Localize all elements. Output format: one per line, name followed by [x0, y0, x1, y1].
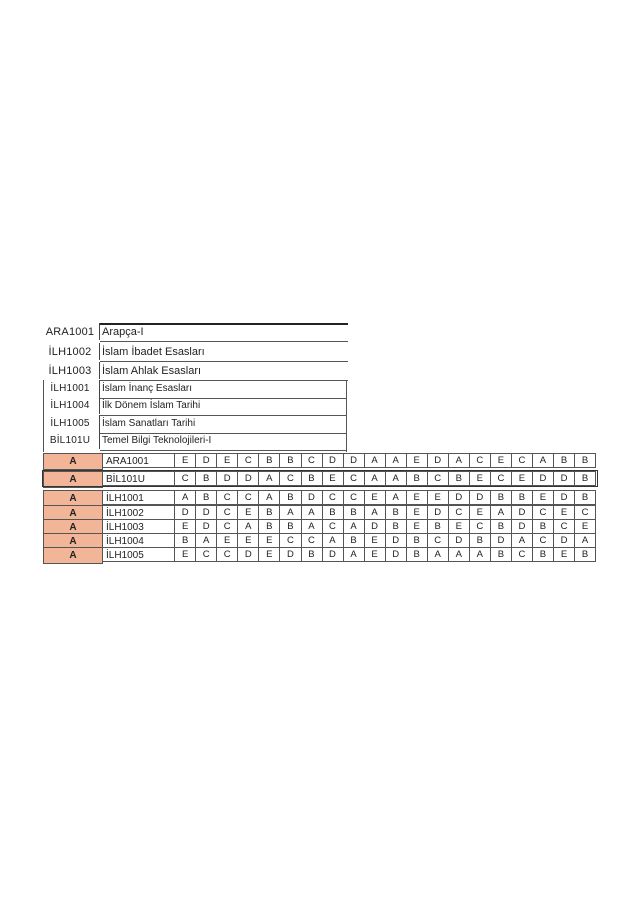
answer-key-row — [42, 471, 596, 487]
answer-cell: B — [575, 471, 596, 486]
course-name: İslam İnanç Esasları — [102, 383, 193, 394]
answer-cell: A — [449, 547, 470, 562]
answer-key-course-code: BİL101U — [103, 471, 175, 486]
row-rule — [100, 450, 346, 451]
answer-cell: C — [238, 490, 259, 505]
answer-cell: B — [259, 519, 280, 534]
column-divider — [99, 397, 100, 414]
row-rule — [100, 341, 348, 342]
answer-cell: D — [280, 547, 301, 562]
answer-cell: D — [533, 471, 554, 486]
answer-cell: C — [280, 471, 301, 486]
answer-cell: D — [449, 533, 470, 548]
answer-cell: C — [449, 505, 470, 520]
course-code: İLH1002 — [48, 345, 92, 358]
column-divider — [99, 362, 100, 379]
answer-cell: D — [196, 519, 217, 534]
row-rule — [100, 323, 348, 325]
answer-cell: A — [386, 453, 407, 468]
answer-cell: B — [301, 547, 322, 562]
answer-cell: D — [554, 490, 575, 505]
answer-cell: D — [343, 453, 364, 468]
answer-key-course-code: İLH1005 — [103, 547, 175, 562]
booklet-group-label: A — [43, 547, 103, 564]
answer-cell: C — [575, 505, 596, 520]
answer-cell: B — [259, 453, 280, 468]
answer-cell: B — [575, 453, 596, 468]
course-row — [42, 415, 346, 432]
course-name: Temel Bilgi Teknolojileri-I — [102, 435, 212, 446]
answer-cell: B — [512, 490, 533, 505]
course-block-border — [346, 380, 347, 452]
booklet-group-label: A — [43, 490, 103, 507]
column-divider — [99, 323, 100, 340]
answer-cell: E — [322, 471, 343, 486]
answer-cell: E — [554, 505, 575, 520]
course-row — [42, 432, 346, 449]
answer-cell: E — [259, 547, 280, 562]
course-row — [42, 343, 348, 360]
answer-cell: C — [491, 471, 512, 486]
answer-cell: C — [533, 533, 554, 548]
answer-cell: C — [217, 519, 238, 534]
answer-cell: D — [386, 533, 407, 548]
booklet-group-label: A — [43, 505, 103, 522]
course-code: ARA1001 — [45, 325, 95, 338]
answer-cell: D — [512, 519, 533, 534]
answer-cell: C — [428, 533, 449, 548]
answer-cell: C — [343, 490, 364, 505]
answer-cell: E — [575, 519, 596, 534]
booklet-group-label: A — [43, 519, 103, 536]
course-name: İlk Dönem İslam Tarihi — [102, 400, 201, 411]
answer-key-course-code: İLH1001 — [103, 490, 175, 505]
answer-cell: E — [175, 547, 196, 562]
answer-cell: D — [322, 453, 343, 468]
answer-cell: B — [407, 533, 428, 548]
answer-cell: D — [449, 490, 470, 505]
answer-cell: C — [175, 471, 196, 486]
answer-cell: B — [491, 490, 512, 505]
answer-cell: D — [196, 505, 217, 520]
answer-cell: D — [238, 547, 259, 562]
answer-cell: C — [322, 519, 343, 534]
answer-cell: E — [175, 453, 196, 468]
booklet-group-label: A — [43, 533, 103, 550]
answer-cell: D — [238, 471, 259, 486]
answer-key-course-code: İLH1003 — [103, 519, 175, 534]
answer-cell: D — [364, 519, 385, 534]
answer-cell: E — [364, 490, 385, 505]
answer-cell: D — [554, 533, 575, 548]
answer-cell: C — [301, 533, 322, 548]
answer-cell: C — [217, 505, 238, 520]
answer-cell: D — [322, 547, 343, 562]
answer-cell: E — [364, 533, 385, 548]
answer-cell: E — [491, 453, 512, 468]
answer-cell: D — [196, 453, 217, 468]
answer-cell: E — [554, 547, 575, 562]
answer-cell: C — [217, 490, 238, 505]
answer-cell: D — [491, 533, 512, 548]
answer-cell: E — [217, 533, 238, 548]
answer-cell: B — [386, 505, 407, 520]
answer-cell: B — [175, 533, 196, 548]
course-row — [42, 323, 348, 340]
answer-cell: D — [301, 490, 322, 505]
answer-cell: C — [280, 533, 301, 548]
answer-cell: A — [491, 505, 512, 520]
answer-cell: B — [407, 471, 428, 486]
answer-key-course-code: ARA1001 — [103, 453, 175, 468]
answer-cell: C — [322, 490, 343, 505]
answer-cell: E — [407, 505, 428, 520]
answer-cell: E — [470, 471, 491, 486]
answer-cell: B — [322, 505, 343, 520]
course-code: İLH1004 — [50, 400, 90, 411]
answer-cell: A — [575, 533, 596, 548]
answer-cell: E — [175, 519, 196, 534]
answer-cell: A — [259, 490, 280, 505]
course-row — [42, 362, 348, 379]
answer-cell: A — [301, 505, 322, 520]
course-row — [42, 380, 346, 397]
answer-cell: A — [386, 490, 407, 505]
course-code: BİL101U — [49, 435, 91, 446]
answer-cell: A — [428, 547, 449, 562]
course-name: Arapça-I — [102, 325, 144, 338]
course-name: İslam Sanatları Tarihi — [102, 418, 196, 429]
answer-cell: A — [343, 547, 364, 562]
answer-cell: A — [343, 519, 364, 534]
course-block-border — [43, 380, 44, 452]
course-code: İLH1001 — [50, 383, 90, 394]
answer-cell: B — [449, 471, 470, 486]
answer-cell: B — [386, 519, 407, 534]
answer-cell: E — [238, 505, 259, 520]
answer-cell: D — [428, 505, 449, 520]
answer-cell: B — [196, 471, 217, 486]
answer-cell: A — [470, 547, 491, 562]
answer-cell: B — [280, 490, 301, 505]
answer-cell: C — [512, 547, 533, 562]
answer-cell: A — [280, 505, 301, 520]
answer-cell: C — [533, 505, 554, 520]
answer-cell: E — [407, 490, 428, 505]
answer-cell: B — [575, 547, 596, 562]
course-code: İLH1005 — [50, 418, 90, 429]
answer-cell: B — [533, 519, 554, 534]
answer-cell: B — [196, 490, 217, 505]
answer-cell: B — [575, 490, 596, 505]
answer-cell: E — [217, 453, 238, 468]
answer-cell: B — [491, 519, 512, 534]
answer-cell: E — [238, 533, 259, 548]
booklet-group-label: A — [43, 453, 103, 470]
answer-cell: A — [196, 533, 217, 548]
answer-key-course-code: İLH1004 — [103, 533, 175, 548]
answer-cell: B — [301, 471, 322, 486]
answer-cell: C — [217, 547, 238, 562]
answer-cell: B — [407, 547, 428, 562]
answer-cell: A — [301, 519, 322, 534]
booklet-group-label: A — [43, 471, 103, 488]
answer-cell: A — [259, 471, 280, 486]
answer-cell: A — [364, 471, 385, 486]
answer-cell: B — [343, 505, 364, 520]
answer-cell: B — [259, 505, 280, 520]
answer-cell: C — [301, 453, 322, 468]
column-divider — [99, 415, 100, 432]
answer-cell: E — [364, 547, 385, 562]
column-divider — [99, 343, 100, 360]
course-code: İLH1003 — [48, 364, 92, 377]
column-divider — [99, 432, 100, 449]
answer-key-course-code: İLH1002 — [103, 505, 175, 520]
answer-cell: C — [196, 547, 217, 562]
answer-cell: D — [512, 505, 533, 520]
answer-cell: A — [533, 453, 554, 468]
answer-cell: A — [512, 533, 533, 548]
answer-cell: B — [491, 547, 512, 562]
answer-cell: A — [322, 533, 343, 548]
answer-cell: A — [386, 471, 407, 486]
answer-cell: E — [407, 519, 428, 534]
answer-cell: B — [554, 453, 575, 468]
answer-key-row — [42, 547, 596, 563]
answer-cell: E — [428, 490, 449, 505]
answer-cell: C — [343, 471, 364, 486]
answer-cell: C — [238, 453, 259, 468]
answer-cell: A — [449, 453, 470, 468]
answer-cell: B — [280, 453, 301, 468]
answer-cell: E — [407, 453, 428, 468]
answer-cell: A — [364, 505, 385, 520]
answer-cell: B — [470, 533, 491, 548]
answer-cell: E — [512, 471, 533, 486]
answer-cell: E — [449, 519, 470, 534]
answer-cell: B — [280, 519, 301, 534]
answer-cell: B — [428, 519, 449, 534]
answer-cell: E — [470, 505, 491, 520]
answer-cell: C — [554, 519, 575, 534]
answer-key-row — [42, 490, 596, 506]
answer-cell: A — [364, 453, 385, 468]
answer-cell: D — [554, 471, 575, 486]
answer-cell: C — [470, 519, 491, 534]
answer-cell: C — [428, 471, 449, 486]
answer-cell: C — [512, 453, 533, 468]
answer-key-row — [42, 453, 596, 469]
answer-cell: B — [533, 547, 554, 562]
answer-cell: D — [386, 547, 407, 562]
course-name: İslam İbadet Esasları — [102, 345, 205, 358]
answer-cell: B — [343, 533, 364, 548]
answer-cell: A — [238, 519, 259, 534]
answer-cell: C — [470, 453, 491, 468]
answer-cell: E — [533, 490, 554, 505]
answer-cell: D — [470, 490, 491, 505]
answer-cell: D — [428, 453, 449, 468]
answer-cell: A — [175, 490, 196, 505]
answer-cell: D — [175, 505, 196, 520]
answer-cell: D — [217, 471, 238, 486]
course-row — [42, 397, 346, 414]
answer-cell: E — [259, 533, 280, 548]
course-name: İslam Ahlak Esasları — [102, 364, 202, 377]
column-divider — [99, 380, 100, 397]
